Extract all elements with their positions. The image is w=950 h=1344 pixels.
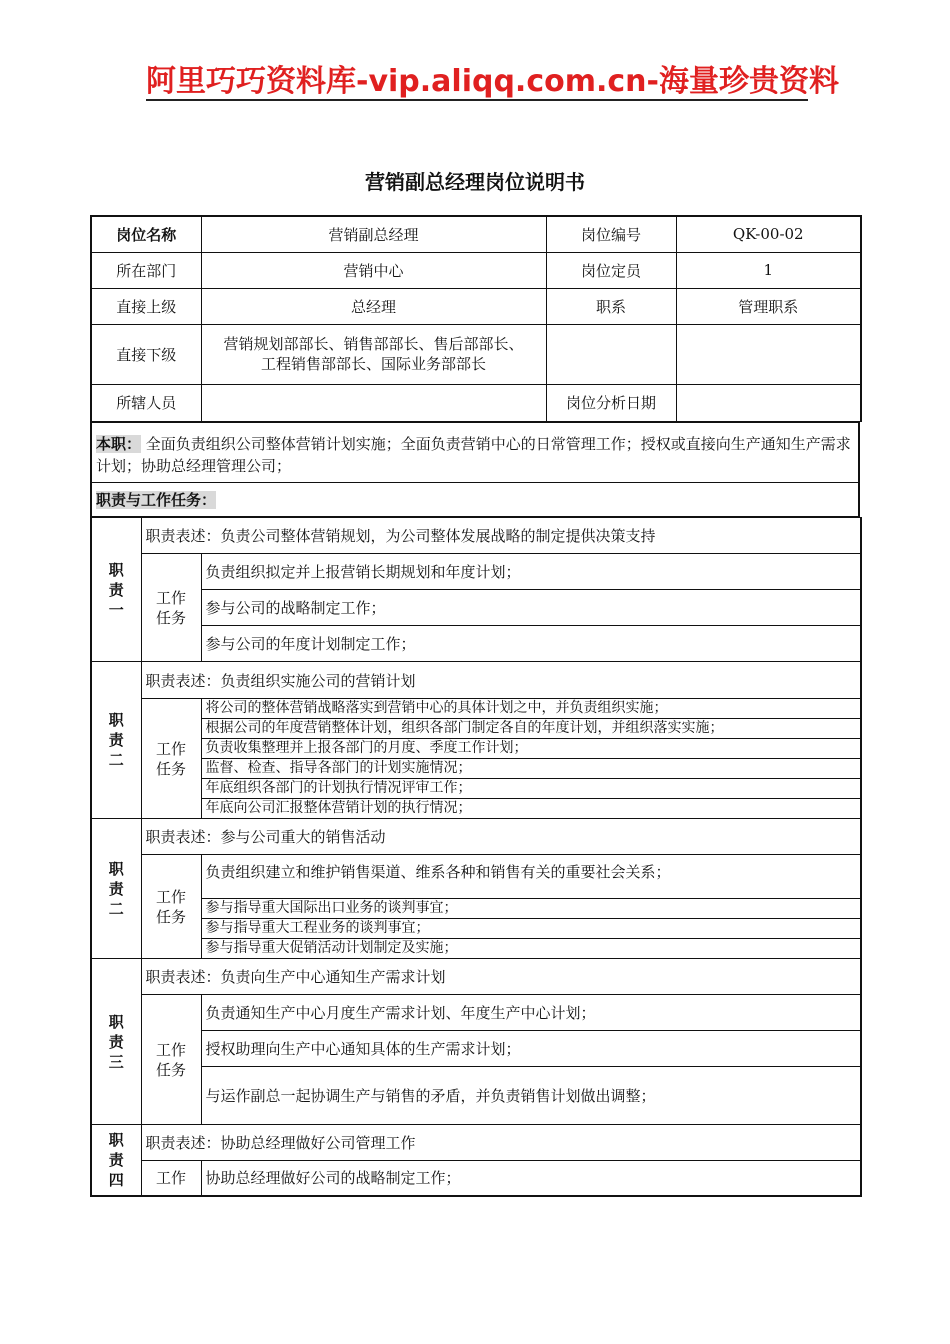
task-item: 负责组织拟定并上报营销长期规划和年度计划；	[201, 554, 861, 590]
work-task-label: 工作 任务	[141, 855, 201, 959]
subordinate-line-1: 营销规划部部长、销售部部长、售后部部长、	[223, 335, 524, 353]
task-item: 负责组织建立和维护销售渠道、维系各种和销售有关的重要社会关系；	[201, 855, 861, 899]
staff-value	[201, 384, 546, 421]
duty-description: 职责表述：参与公司重大的销售活动	[141, 819, 861, 855]
task-item: 参与指导重大工程业务的谈判事宜；	[201, 919, 861, 939]
duty-side-label: 职 责 三	[91, 959, 141, 1125]
core-duty-text: 全面负责组织公司整体营销计划实施；全面负责营销中心的日常管理工作；授权或直接向生产通知生产需求计划；协助总经理管理公司；	[96, 435, 851, 475]
duty-description: 职责表述：负责组织实施公司的营销计划	[141, 662, 861, 699]
superior-label: 直接上级	[91, 288, 201, 324]
document-title: 营销副总经理岗位说明书	[365, 170, 585, 194]
duty-block-4	[90, 958, 862, 1125]
task-item: 年底向公司汇报整体营销计划的执行情况；	[201, 799, 861, 819]
task-item: 协助总经理做好公司的战略制定工作；	[201, 1161, 861, 1196]
post-code-label: 岗位编号	[546, 216, 676, 252]
task-item: 负责收集整理并上报各部门的月度、季度工作计划；	[201, 739, 861, 759]
headcount-label: 岗位定员	[546, 252, 676, 288]
watermark-banner: 阿里巧巧资料库-vip.aliqq.com.cn-海量珍贵资料	[146, 64, 839, 99]
duty-block-2	[90, 661, 862, 819]
task-item: 参与指导重大国际出口业务的谈判事宜；	[201, 899, 861, 919]
analysis-date-label: 岗位分析日期	[546, 384, 676, 421]
empty-cell	[546, 324, 676, 384]
work-task-label: 工作 任务	[141, 554, 201, 662]
task-item: 参与指导重大促销活动计划制定及实施；	[201, 939, 861, 959]
post-name-value: 营销副总经理	[201, 216, 546, 252]
task-item: 将公司的整体营销战略落实到营销中心的具体计划之中，并负责组织实施；	[201, 699, 861, 719]
task-item: 参与公司的年度计划制定工作；	[201, 626, 861, 662]
duty-description: 职责表述：协助总经理做好公司管理工作	[141, 1125, 861, 1161]
duties-heading-section	[90, 483, 860, 517]
subordinate-value	[201, 324, 546, 384]
duty-side-label: 职 责 二	[91, 819, 141, 959]
post-name-label: 岗位名称	[91, 216, 201, 252]
work-task-label: 工作 任务	[141, 995, 201, 1125]
work-task-label: 工作	[141, 1161, 201, 1196]
post-code-value: QK-00-02	[676, 216, 861, 252]
staff-label: 所辖人员	[91, 384, 201, 421]
superior-value: 总经理	[201, 288, 546, 324]
series-label: 职系	[546, 288, 676, 324]
analysis-date-value	[676, 384, 861, 421]
task-item: 负责通知生产中心月度生产需求计划、年度生产中心计划；	[201, 995, 861, 1031]
duty-description: 职责表述：负责向生产中心通知生产需求计划	[141, 959, 861, 995]
task-item: 授权助理向生产中心通知具体的生产需求计划；	[201, 1031, 861, 1067]
core-duty-section	[90, 421, 860, 483]
task-item: 根据公司的年度营销整体计划，组织各部门制定各自的年度计划，并组织落实实施；	[201, 719, 861, 739]
task-item: 年底组织各部门的计划执行情况评审工作；	[201, 779, 861, 799]
duty-side-label: 职 责 一	[91, 518, 141, 662]
dept-label: 所在部门	[91, 252, 201, 288]
task-item: 参与公司的战略制定工作；	[201, 590, 861, 626]
duty-side-label: 职 责 四	[91, 1125, 141, 1196]
core-duty-label: 本职：	[96, 435, 142, 453]
duty-description: 职责表述：负责公司整体营销规划，为公司整体发展战略的制定提供决策支持	[141, 518, 861, 554]
banner-underline	[146, 99, 808, 101]
dept-value: 营销中心	[201, 252, 546, 288]
duty-side-label: 职 责 二	[91, 662, 141, 819]
series-value: 管理职系	[676, 288, 861, 324]
task-item: 与运作副总一起协调生产与销售的矛盾，并负责销售计划做出调整；	[201, 1067, 861, 1125]
empty-cell	[676, 324, 861, 384]
duty-block-5	[90, 1124, 862, 1197]
duty-block-1	[90, 517, 862, 662]
duty-block-3	[90, 818, 862, 959]
headcount-value: 1	[676, 252, 861, 288]
work-task-label: 工作 任务	[141, 699, 201, 819]
post-info-table	[90, 215, 862, 422]
subordinate-label: 直接下级	[91, 324, 201, 384]
subordinate-line-2: 工程销售部部长、国际业务部部长	[260, 355, 486, 373]
task-item: 监督、检查、指导各部门的计划实施情况；	[201, 759, 861, 779]
duties-heading: 职责与工作任务：	[96, 491, 217, 509]
